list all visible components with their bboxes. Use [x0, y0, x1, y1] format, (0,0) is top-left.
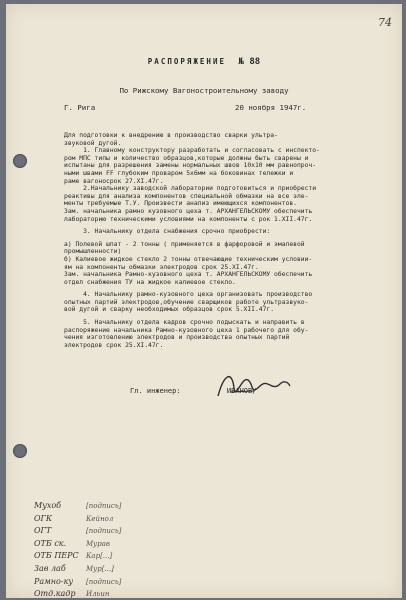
body-line: чения изготовлению электродов и производства опытных партий: [64, 334, 290, 342]
body-line: распоряжение начальника Рамно-кузовного цеха 1 рабочего для обу-: [64, 326, 309, 334]
body-line: 5. Начальнику отдела кадров срочно подыскать и направить в: [64, 319, 305, 327]
distribution-note: [подпись]: [86, 577, 122, 586]
body-line: электродов срок 25.XI.47г.: [64, 341, 164, 349]
body-line: отдел снабжения ТУ на жидкое калиевое стекло.: [64, 278, 236, 286]
body-line: промышленности): [64, 248, 122, 256]
distribution-entry: [34, 577, 274, 590]
distribution-note: [подпись]: [86, 527, 122, 536]
body-line: 1. Главному конструктору разработать и согласовать с инспекто-: [64, 147, 320, 155]
distribution-note: Мурав: [86, 539, 110, 548]
binder-hole: [13, 154, 27, 168]
body-line: Для подготовки к внедрению в производство сварки ультра-: [64, 132, 278, 139]
distribution-entry: [34, 551, 274, 564]
body-line: 2.Начальнику заводской лаборатории подготовиться и приобрести: [64, 185, 317, 193]
distribution-dept: ОГТ: [34, 526, 52, 536]
distribution-entry: [34, 539, 274, 552]
signature-line: Гл. инженер: ИВАНОВ/: [130, 387, 257, 395]
handwritten-signature: [214, 366, 294, 406]
distribution-note: Кейнол: [86, 514, 114, 523]
body-line: менты требуемые Т.У. Произвести анализ имеющихся компонентов.: [64, 200, 297, 208]
distribution-entry: [34, 589, 274, 598]
document-body: [64, 132, 394, 349]
body-line: б) Калиевое жидкое стекло 2 тонны отвечающие техническим условии-: [64, 255, 313, 263]
distribution-entry: [34, 514, 274, 527]
distribution-note: Мур[...]: [86, 564, 114, 573]
body-line: 4. Начальнику рамно-кузовного цеха организовать производство: [64, 291, 313, 299]
body-line: лабораторию техническими условиями на компоненты с рок 1.XII.47г.: [64, 215, 313, 223]
body-line: раме вагоносрок 27.XI.47г.: [64, 177, 164, 185]
distribution-dept: Рамно-ку: [34, 576, 73, 586]
body-line: звуковой дугой.: [64, 139, 122, 147]
body-line: ром МПС типы и количество образцов,которые должны быть сварены и: [64, 154, 309, 162]
title-text: РАСПОРЯЖЕНИЕ: [147, 57, 226, 66]
distribution-note: Ильин: [86, 590, 110, 598]
distribution-note: [подпись]: [86, 502, 122, 510]
distribution-entry: [34, 501, 274, 514]
distribution-dept: Мухоб: [34, 501, 62, 510]
body-line: Зам. начальника Рамно-кузовного цеха т. АРХАНГЕЛЬСКОМУ обеспечить: [64, 271, 313, 279]
order-number: № 88: [238, 57, 261, 67]
body-line: опытных партий электродов,обучение сварщиков работе ультразвуко-: [64, 298, 309, 306]
distribution-entry: [34, 526, 274, 539]
body-line: реактивы для анализа компонентов специальной обмазки на все эле-: [64, 192, 309, 200]
distribution-entry: [34, 564, 274, 577]
body-line: испытаны для разрешения замены нормальных швов 10х10 мм равнопроч-: [64, 162, 317, 170]
document-title: [6, 57, 402, 67]
distribution-list: [34, 501, 274, 598]
body-line: ными швами FF глубоким проваром 5х6мм на боковинах тележки и: [64, 169, 294, 177]
distribution-dept: ОТБ ск.: [34, 538, 67, 548]
document-date: 20 ноября 1947г.: [235, 103, 307, 112]
distribution-note: Кар[...]: [86, 552, 113, 561]
body-line: Зам. начальника рамно кузовного цеха т. АРХАНГЕЛЬСКОМУ обеспечить: [64, 207, 313, 215]
distribution-dept: Зав лаб: [34, 563, 66, 573]
document-page: [6, 4, 402, 598]
city: Г. Рига: [64, 103, 96, 112]
distribution-dept: ОТБ ПЕРС: [34, 551, 79, 561]
body-line: 3. Начальнику отдела снабжения срочно приобрести:: [64, 228, 271, 236]
distribution-dept: ОГК: [34, 513, 53, 523]
binder-hole: [13, 444, 27, 458]
body-line: а) Полевой шпат - 2 тонны ( применяется в фарфоровой и эмалевой: [64, 240, 305, 248]
body-line: ям на компоненты обмазки электродов срок 25.XI.47г.: [64, 263, 259, 271]
page-number: 74: [378, 16, 392, 29]
distribution-dept: Отд.кадр: [34, 589, 76, 598]
addressee: По Рижскому Вагоностроительному заводу: [119, 86, 289, 95]
body-line: вой дугой и сварку необходимых образцов срок 5.XII.47г.: [64, 306, 275, 314]
